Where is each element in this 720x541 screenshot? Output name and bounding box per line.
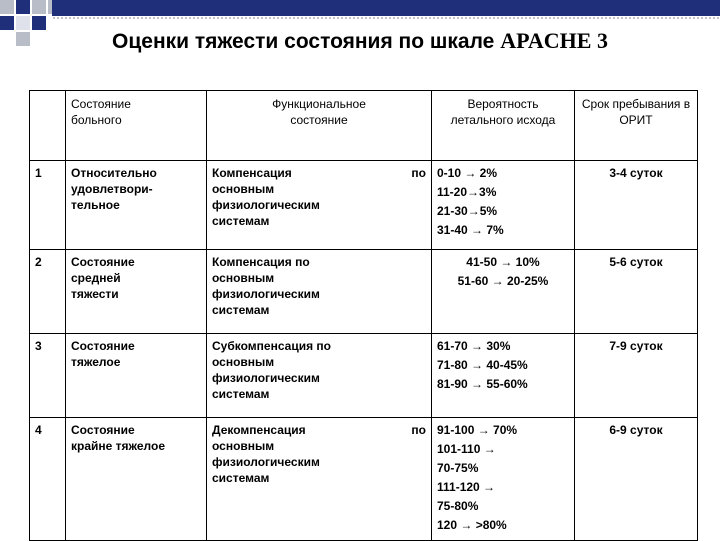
table-row	[30, 334, 698, 418]
page-title	[0, 28, 720, 54]
header-state: Состояние больного	[66, 91, 207, 161]
prob-line: 61-70 → 30%	[437, 339, 511, 353]
apache-table	[29, 90, 698, 541]
header-func: Функциональное состояние	[207, 91, 432, 161]
state-line: Относительно	[71, 166, 157, 180]
prob-line: 41-50 → 10%	[466, 255, 540, 269]
func-line: системам	[212, 471, 270, 485]
row-state	[66, 161, 207, 250]
func-word: Компенсация	[212, 166, 292, 180]
prob-line: 31-40 → 7%	[437, 223, 504, 237]
func-line: физиологическим	[212, 455, 320, 469]
row-num: 2	[30, 250, 66, 334]
func-line: физиологическим	[212, 287, 320, 301]
row-state	[66, 418, 207, 541]
func-word: по	[411, 166, 426, 180]
state-line: крайне тяжелое	[71, 439, 166, 453]
decor-square	[16, 0, 30, 14]
row-func	[207, 418, 432, 541]
row-term: 3-4 суток	[575, 161, 698, 250]
func-line: физиологическим	[212, 198, 320, 212]
row-func	[207, 161, 432, 250]
state-line: Состояние	[71, 339, 135, 353]
row-term: 7-9 суток	[575, 334, 698, 418]
prob-line: 81-90 → 55-60%	[437, 377, 528, 391]
prob-line: 111-120 →	[437, 480, 496, 494]
row-num: 1	[30, 161, 66, 250]
row-func	[207, 334, 432, 418]
header-num	[30, 91, 66, 161]
prob-line: 71-80 → 40-45%	[437, 358, 528, 372]
func-line: основным	[212, 355, 275, 369]
title-main: Оценки тяжести состояния по шкале	[112, 30, 495, 53]
table-header-row	[30, 91, 698, 161]
decor-square	[0, 0, 14, 14]
prob-line: 101-110 →	[437, 442, 496, 456]
func-line: системам	[212, 214, 270, 228]
prob-line: 11-20→3%	[437, 185, 497, 199]
func-line: основным	[212, 439, 275, 453]
row-term: 6-9 суток	[575, 418, 698, 541]
prob-line: 21-30→5%	[437, 204, 498, 218]
header-bar	[52, 0, 720, 16]
func-word: Декомпенсация	[212, 423, 306, 437]
state-line: удовлетвори-	[71, 182, 153, 196]
prob-line: 51-60 → 20-25%	[457, 274, 549, 288]
state-line: тяжелое	[71, 355, 121, 369]
header-term: Срок пребывания в ОРИТ	[575, 91, 698, 161]
func-line: физиологическим	[212, 371, 320, 385]
func-line: основным	[212, 271, 275, 285]
state-line: Состояние	[71, 255, 135, 269]
state-line: тяжести	[71, 287, 119, 301]
table-row	[30, 161, 698, 250]
row-prob	[432, 250, 575, 334]
state-line: Состояние	[71, 423, 135, 437]
title-scale: APACHE 3	[500, 28, 608, 53]
prob-line: 0-10 → 2%	[437, 166, 498, 180]
row-state	[66, 334, 207, 418]
func-line: системам	[212, 303, 270, 317]
state-line: средней	[71, 271, 121, 285]
table-row	[30, 418, 698, 541]
row-prob	[432, 418, 575, 541]
func-line: системам	[212, 387, 270, 401]
row-num: 4	[30, 418, 66, 541]
prob-line: 120 → >80%	[437, 518, 507, 532]
func-line: основным	[212, 182, 275, 196]
row-prob	[432, 334, 575, 418]
state-line: тельное	[71, 198, 120, 212]
header-dotted-strip	[52, 16, 720, 21]
row-term: 5-6 суток	[575, 250, 698, 334]
row-state	[66, 250, 207, 334]
table-row	[30, 250, 698, 334]
prob-line: 75-80%	[437, 499, 479, 513]
func-first-line	[212, 165, 426, 181]
func-line: Субкомпенсация по	[212, 339, 331, 353]
row-func	[207, 250, 432, 334]
func-line: Компенсация по	[212, 255, 310, 269]
row-num: 3	[30, 334, 66, 418]
func-first-line	[212, 422, 426, 438]
prob-line: 70-75%	[437, 461, 479, 475]
prob-line: 91-100 → 70%	[437, 423, 518, 437]
decor-square	[32, 0, 46, 14]
header-prob: Вероятность летального исхода	[432, 91, 575, 161]
row-prob	[432, 161, 575, 250]
func-word: по	[411, 423, 426, 437]
